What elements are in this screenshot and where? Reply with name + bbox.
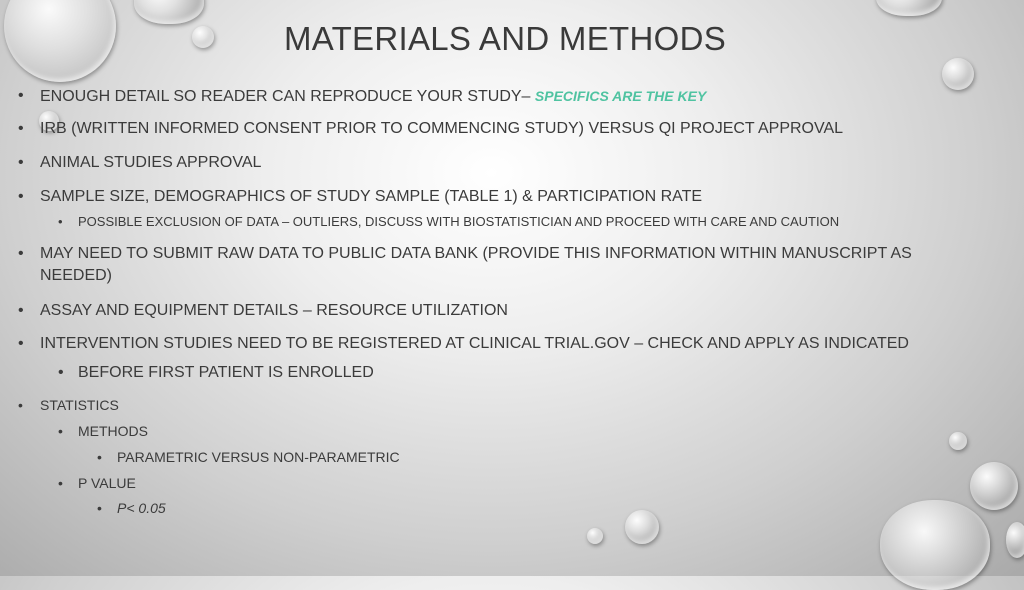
water-droplet-decoration (949, 432, 967, 450)
bullet-text: INTERVENTION STUDIES NEED TO BE REGISTERED AT CLINICAL TRIAL.GOV – CHECK AND APPLY AS INDICATED (40, 335, 909, 352)
slide-title: MATERIALS AND METHODS (283, 20, 727, 57)
water-droplet-decoration (942, 58, 974, 90)
bullet-item (40, 300, 508, 322)
bullet-item (40, 85, 706, 108)
bullet-text: ENOUGH DETAIL SO READER CAN REPRODUCE YOUR STUDY– (40, 88, 535, 105)
bullet-text: POSSIBLE EXCLUSION OF DATA – OUTLIERS, DISCUSS WITH BIOSTATISTICIAN AND PROCEED WITH CARE AND CAUTION (78, 214, 840, 229)
highlight-text: SPECIFICS ARE THE KEY (534, 88, 707, 104)
bullet-text: METHODS (78, 423, 148, 439)
bullet-text: IRB (WRITTEN INFORMED CONSENT PRIOR TO COMMENCING STUDY) VERSUS QI PROJECT APPROVAL (40, 120, 844, 137)
sub-bullet-item (78, 213, 839, 231)
bullet-text: STATISTICS (40, 397, 119, 413)
bullet-text: ANIMAL STUDIES APPROVAL (40, 154, 262, 171)
bullet-text: MAY NEED TO SUBMIT RAW DATA TO PUBLIC DATA BANK (PROVIDE THIS INFORMATION WITHIN MANUSCRIPT AS NEEDED) (40, 245, 912, 284)
bullet-item (40, 152, 261, 174)
bullet-text: SAMPLE SIZE, DEMOGRAPHICS OF STUDY SAMPLE (TABLE 1) & PARTICIPATION RATE (40, 188, 703, 205)
bullet-text: P< 0.05 (117, 500, 166, 516)
sub-sub-bullet-item (117, 447, 400, 467)
bullet-item (40, 118, 843, 140)
bullet-item (40, 243, 950, 287)
bullet-item (40, 186, 702, 208)
sub-bullet-item (78, 362, 374, 384)
bullet-text: BEFORE FIRST PATIENT IS ENROLLED (78, 364, 374, 381)
water-droplet-decoration (625, 510, 659, 544)
bullet-text: P VALUE (78, 475, 136, 491)
sub-bullet-item (78, 473, 136, 493)
bullet-item (40, 395, 119, 415)
sub-bullet-item (78, 421, 148, 441)
bullet-text: ASSAY AND EQUIPMENT DETAILS – RESOURCE UTILIZATION (40, 302, 508, 319)
water-droplet-decoration (876, 0, 942, 16)
water-droplet-decoration (880, 500, 990, 590)
bullet-item (40, 333, 909, 355)
water-droplet-decoration (1006, 522, 1024, 558)
water-droplet-decoration (587, 528, 603, 544)
water-droplet-decoration (970, 462, 1018, 510)
sub-sub-bullet-item (117, 498, 166, 518)
bullet-text: PARAMETRIC VERSUS NON-PARAMETRIC (117, 449, 400, 465)
